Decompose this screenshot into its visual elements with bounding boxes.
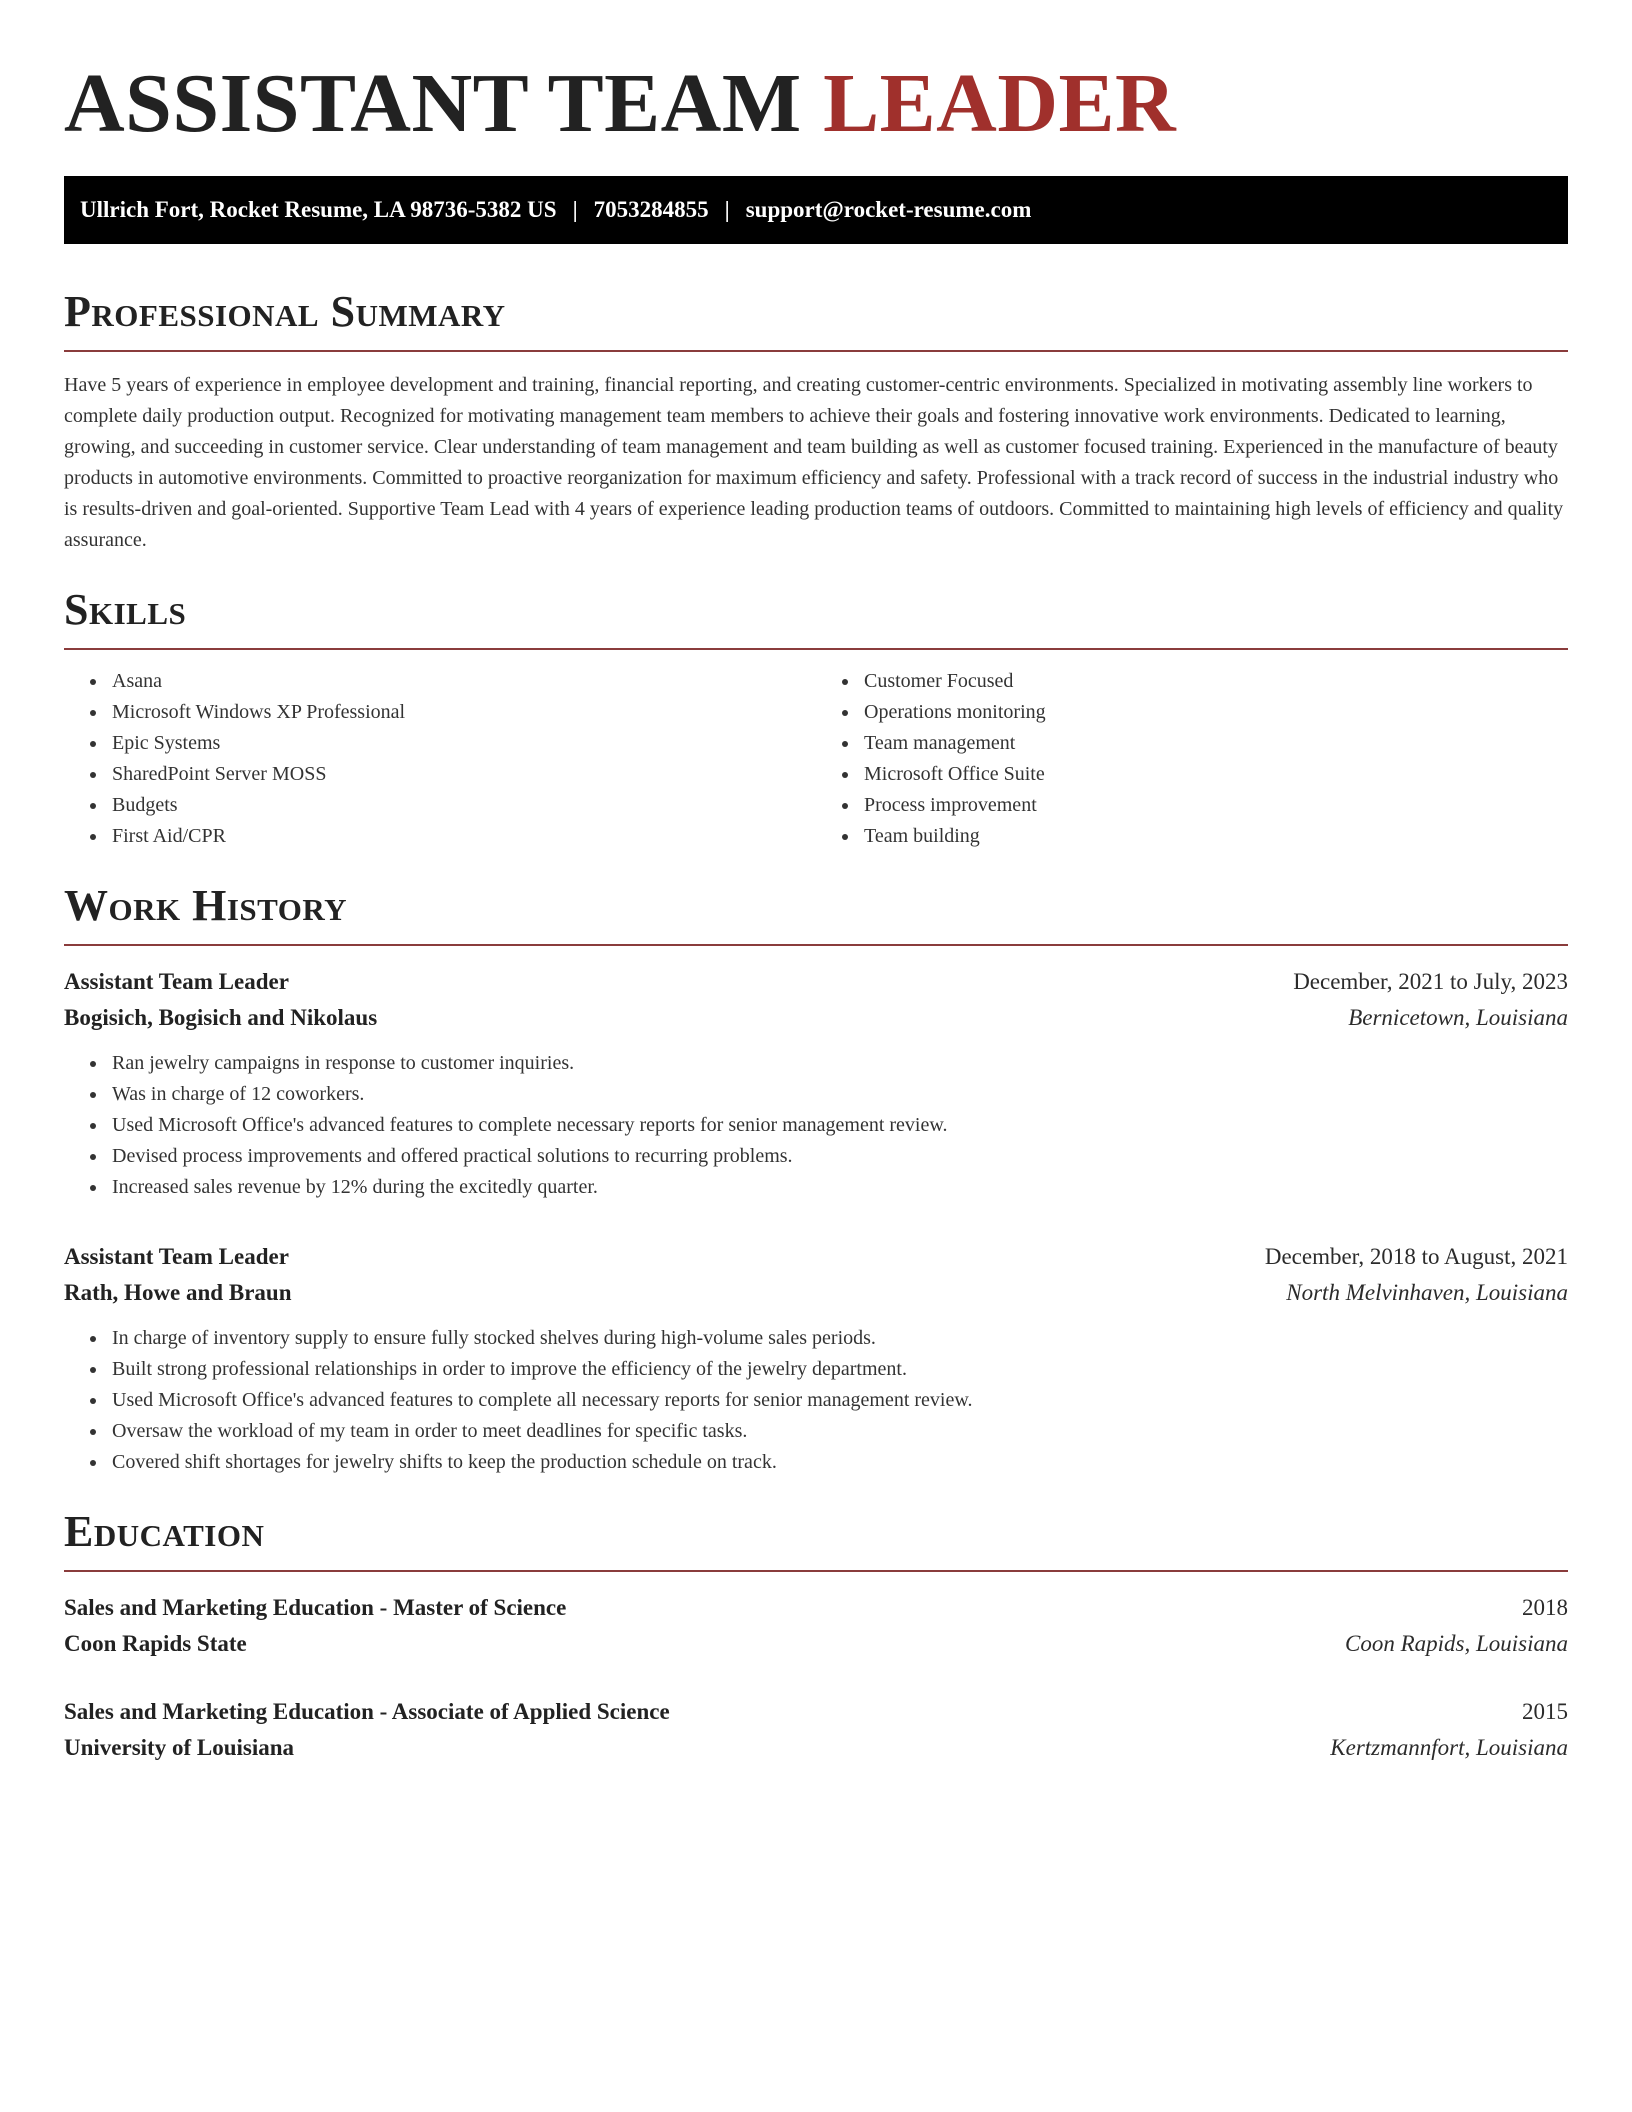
job-title: Assistant Team Leader [64, 1244, 289, 1269]
job-company-row [64, 1275, 1568, 1311]
section-divider [64, 350, 1568, 352]
job-location: North Melvinhaven, Louisiana [1286, 1280, 1568, 1305]
job-bullet: • Increased sales revenue by 12% during the excitedly quarter. [108, 1172, 1568, 1203]
education-entry [64, 1590, 1568, 1662]
skill-item: • First Aid/CPR [108, 821, 816, 852]
education-degree: Sales and Marketing Education - Master of Science [64, 1595, 567, 1620]
job-bullet: • Was in charge of 12 coworkers. [108, 1079, 1568, 1110]
education-school-row [64, 1626, 1568, 1662]
job-dates: December, 2018 to August, 2021 [1264, 1244, 1568, 1269]
skill-item: • Asana [108, 666, 816, 697]
education-entry [64, 1694, 1568, 1766]
education-header-row [64, 1590, 1568, 1626]
title-main: ASSISTANT TEAM [64, 57, 802, 150]
skill-item: • Budgets [108, 790, 816, 821]
skills-grid [64, 666, 1568, 852]
job-bullet: • Used Microsoft Office's advanced features to complete all necessary reports for senior management review. [108, 1385, 1568, 1416]
summary-text: Have 5 years of experience in employee development and training, financial reporting, and creating customer-centric environments. Specialized in motivating assembly line workers to complete daily production output. Recognized for motivating management team members to achieve their goals and fostering innovative work environments. Dedicated to learning, growing, and succeeding in customer service. Clear understanding of team management and team building as well as customer focused training. Experienced in the manufacture of beauty products in automotive environments. Committed to proactive reorganization for maximum efficiency and safety. Professional with a track record of success in the industrial industry who is results-driven and goal-oriented. Supportive Team Lead with 4 years of experience leading production teams of outdoors. Committed to maintaining high levels of efficiency and quality assurance. [64, 374, 1564, 551]
education-school-row [64, 1730, 1568, 1766]
section-heading-summary: Professional Summary [64, 287, 506, 336]
job-company: Rath, Howe and Braun [64, 1280, 292, 1305]
job-bullet: • Devised process improvements and offered practical solutions to recurring problems. [108, 1141, 1568, 1172]
education-year: 2015 [1522, 1699, 1568, 1724]
skills-section [64, 584, 1568, 852]
skills-list-left [64, 666, 816, 852]
education-year: 2018 [1522, 1595, 1568, 1620]
education-location: Coon Rapids, Louisiana [1344, 1631, 1568, 1656]
job-bullet: • Covered shift shortages for jewelry shifts to keep the production schedule on track. [108, 1447, 1568, 1478]
section-heading-education: Education [64, 1507, 265, 1556]
education-degree: Sales and Marketing Education - Associate of Applied Science [64, 1699, 670, 1724]
section-divider [64, 944, 1568, 946]
skill-item: • Customer Focused [860, 666, 1568, 697]
contact-address: Ullrich Fort, Rocket Resume, LA 98736-5382 US [80, 197, 557, 222]
education-header-row [64, 1694, 1568, 1730]
skill-item: • Team building [860, 821, 1568, 852]
job-bullet: • In charge of inventory supply to ensure fully stocked shelves during high-volume sales periods. [108, 1323, 1568, 1354]
contact-separator: | [572, 197, 578, 222]
skill-item: • Process improvement [860, 790, 1568, 821]
job-bullet: • Oversaw the workload of my team in order to meet deadlines for specific tasks. [108, 1416, 1568, 1447]
job-bullets [64, 1048, 1568, 1203]
title-accent: LEADER [823, 57, 1177, 150]
contact-bar [64, 176, 1568, 244]
section-heading-skills: Skills [64, 585, 187, 634]
job-company-row [64, 1000, 1568, 1036]
skill-item: • Microsoft Windows XP Professional [108, 697, 816, 728]
education-school: University of Louisiana [64, 1735, 295, 1760]
skill-item: • Microsoft Office Suite [860, 759, 1568, 790]
job-bullet: • Used Microsoft Office's advanced features to complete necessary reports for senior management review. [108, 1110, 1568, 1141]
education-location: Kertzmannfort, Louisiana [1330, 1735, 1568, 1760]
job-title: Assistant Team Leader [64, 969, 289, 994]
job-header-row [64, 964, 1568, 1000]
education-section [64, 1506, 1568, 1766]
section-divider [64, 648, 1568, 650]
job-location: Bernicetown, Louisiana [1348, 1005, 1568, 1030]
skill-item: • Operations monitoring [860, 697, 1568, 728]
contact-separator: | [724, 197, 730, 222]
job-bullets [64, 1323, 1568, 1478]
work-history-section [64, 880, 1568, 1478]
education-school: Coon Rapids State [64, 1631, 247, 1656]
job-bullet: • Ran jewelry campaigns in response to customer inquiries. [108, 1048, 1568, 1079]
skills-list-right [816, 666, 1568, 852]
resume-title [64, 0, 1568, 154]
contact-phone[interactable]: 7053284855 [593, 197, 709, 222]
summary-section [64, 286, 1568, 556]
job-entry [64, 964, 1568, 1203]
skill-item: • Epic Systems [108, 728, 816, 759]
skill-item: • Team management [860, 728, 1568, 759]
section-heading-work-history: Work History [64, 881, 348, 930]
job-company: Bogisich, Bogisich and Nikolaus [64, 1005, 378, 1030]
job-bullet: • Built strong professional relationships in order to improve the efficiency of the jewelry department. [108, 1354, 1568, 1385]
skill-item: • SharedPoint Server MOSS [108, 759, 816, 790]
job-entry [64, 1239, 1568, 1478]
job-header-row [64, 1239, 1568, 1275]
section-divider [64, 1570, 1568, 1572]
job-dates: December, 2021 to July, 2023 [1293, 969, 1568, 994]
contact-email[interactable]: support@rocket-resume.com [745, 197, 1032, 222]
